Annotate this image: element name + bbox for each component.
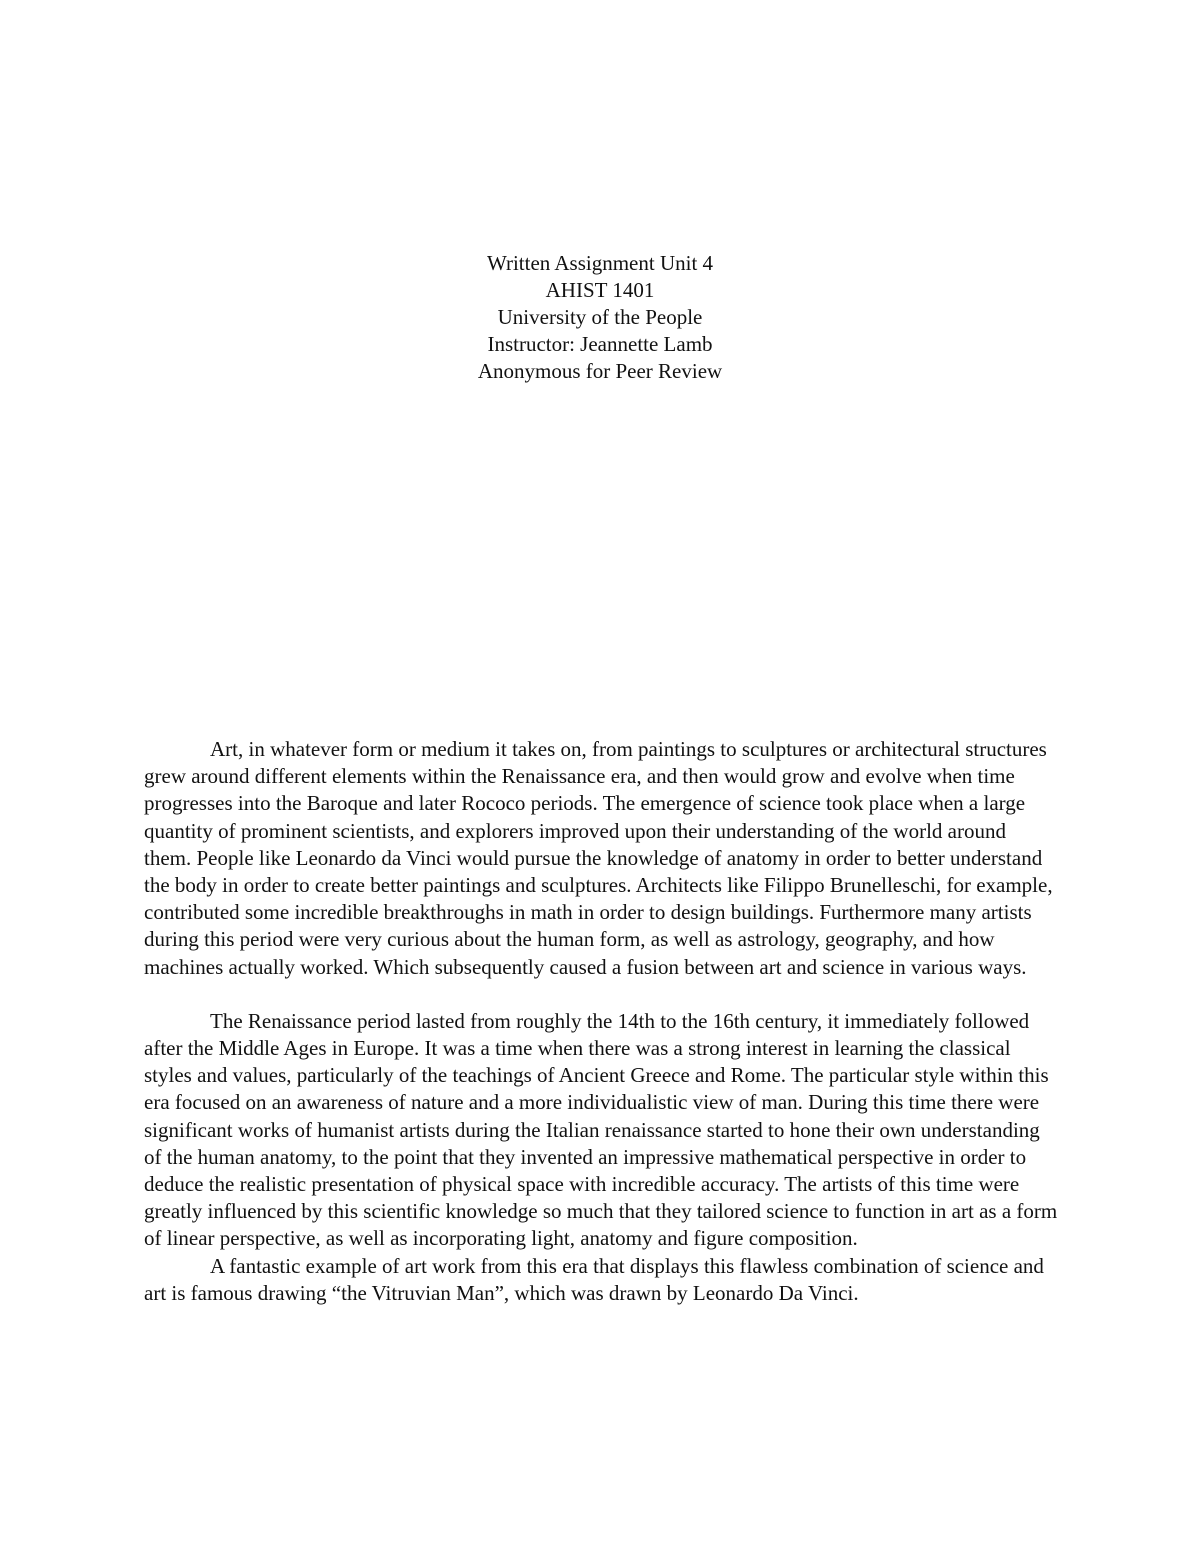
paragraph-2: The Renaissance period lasted from roughly the 14th to the 16th century, it immediately followed after the Middle Ages in Europe. It was a time when there was a strong interest in learning the classical styles and values, particularly of the teachings of Ancient Greece and Rome. The particular style within this era focused on an awareness of nature and a more individualistic view of man. During this time there were significant works of humanist artists during the Italian renaissance started to hone their own understanding of the human anatomy, to the point that they invented an impressive mathematical perspective in order to deduce the realistic presentation of physical space with incredible accuracy. The artists of this time were greatly influenced by this scientific knowledge so much that they tailored science to function in art as a form of linear perspective, as well as incorporating light, anatomy and figure composition.: [144, 1008, 1058, 1251]
instructor-name: Instructor: Jeannette Lamb: [487, 332, 713, 356]
title-block: [0, 250, 1200, 385]
author-line: Anonymous for Peer Review: [477, 359, 723, 383]
course-code: AHIST 1401: [545, 278, 655, 302]
university-name: University of the People: [497, 305, 703, 329]
paragraph-1: Art, in whatever form or medium it takes on, from paintings to sculptures or architectural structures grew around different elements within the Renaissance era, and then would grow and evolve when time progresses into the Baroque and later Rococo periods. The emergence of science took place when a large quantity of prominent scientists, and explorers improved upon their understanding of the world around them. People like Leonardo da Vinci would pursue the knowledge of anatomy in order to better understand the body in order to create better paintings and sculptures. Architects like Filippo Brunelleschi, for example, contributed some incredible breakthroughs in math in order to design buildings. Furthermore many artists during this period were very curious about the human form, as well as astrology, geography, and how machines actually worked. Which subsequently caused a fusion between art and science in various ways.: [144, 737, 1053, 979]
essay-body: [144, 736, 1058, 1307]
paragraph-3: A fantastic example of art work from this era that displays this flawless combination of science and art is famous drawing “the Vitruvian Man”, which was drawn by Leonardo Da Vinci.: [144, 1253, 1044, 1305]
assignment-title: Written Assignment Unit 4: [486, 251, 714, 275]
